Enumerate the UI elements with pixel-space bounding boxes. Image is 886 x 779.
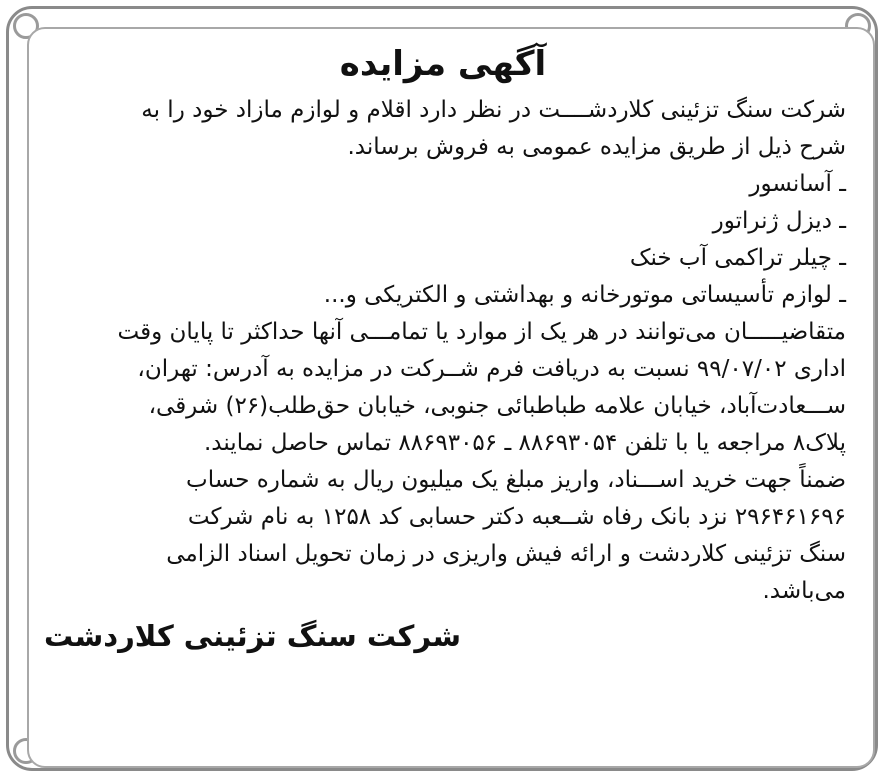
body-line: ســـعادت‌آباد، خیابان علامه طباطبائی جنوبی، خیابان حق‌طلب(۲۶) شرقی، — [148, 393, 846, 419]
body-line: اداری ۹۹/۰۷/۰۲ نسبت به دریافت فرم شــرکت در مزایده به آدرس: تهران، — [137, 356, 846, 382]
body-line: می‌باشد. — [762, 578, 846, 604]
body-line: ضمناً جهت خرید اســـناد، واریز مبلغ یک میلیون ریال به شماره حساب — [186, 467, 846, 493]
notice-body — [40, 40, 846, 658]
intro-line: شرح ذیل از طریق مزایده عمومی به فروش برساند. — [347, 134, 846, 160]
notice-details — [40, 314, 846, 610]
notice-title: آگهی مزایده — [339, 44, 547, 84]
body-line: پلاک۸ مراجعه یا با تلفن ۸۸۶۹۳۰۵۴ ـ ۸۸۶۹۳۰۵۶ تماس حاصل نمایند. — [203, 430, 846, 456]
intro-line: شرکت سنگ تزئینی کلاردشــــت در نظر دارد اقلام و لوازم مازاد خود را به — [141, 97, 846, 123]
item-list — [40, 166, 846, 314]
list-item: ـ لوازم تأسیساتی موتورخانه و بهداشتی و الکتریکی و... — [323, 282, 846, 308]
body-line: ۲۹۶۴۶۱۶۹۶ نزد بانک رفاه شــعبه دکتر حسابی کد ۱۲۵۸ به نام شرکت — [187, 504, 846, 530]
body-line: متقاضیـــــان می‌توانند در هر یک از موارد یا تمامـــی آنها حداکثر تا پایان وقت — [117, 319, 846, 345]
body-line: سنگ تزئینی کلاردشت و ارائه فیش واریزی در زمان تحویل اسناد الزامی — [166, 541, 846, 567]
list-item: ـ دیزل ژنراتور — [712, 208, 846, 234]
list-item: ـ چیلر تراکمی آب خنک — [629, 245, 846, 271]
list-item: ـ آسانسور — [749, 171, 846, 197]
company-signature: شرکت سنگ تزئینی کلاردشت — [44, 619, 461, 653]
